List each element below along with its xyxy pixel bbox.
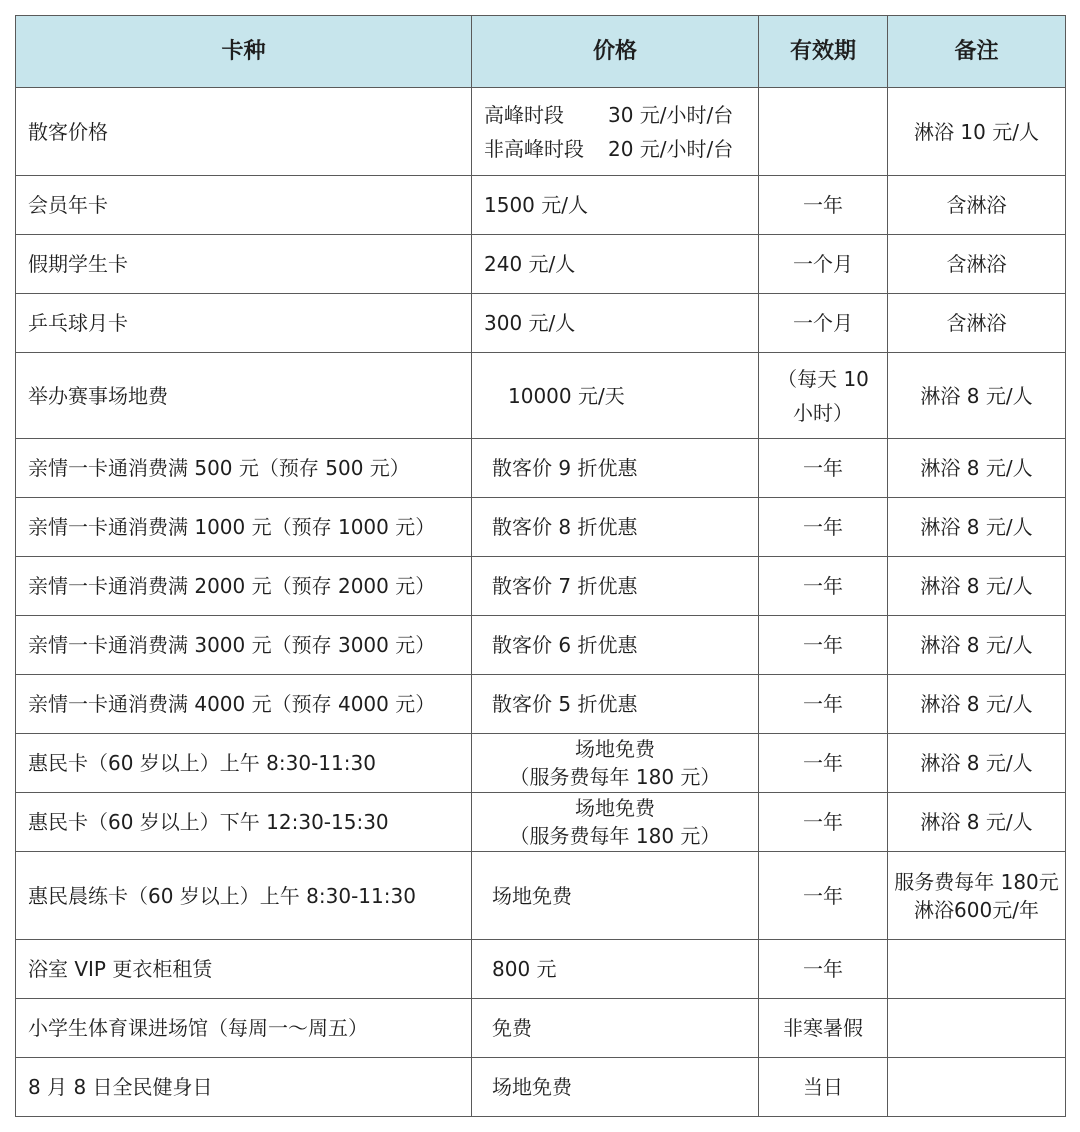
card-type-cell: 小学生体育课进场馆（每周一～周五） [16,999,472,1058]
remark-cell [888,940,1066,999]
header-remarks: 备注 [888,16,1066,88]
card-type-cell: 乒乓球月卡 [16,294,472,353]
card-type-cell: 浴室 VIP 更衣柜租赁 [16,940,472,999]
validity-cell: 当日 [759,1058,888,1117]
price-cell: 散客价 6 折优惠 [472,616,759,675]
remark-cell: 淋浴 8 元/人 [888,498,1066,557]
table-row [16,675,1066,734]
validity-cell: 一年 [759,176,888,235]
card-type-cell: 会员年卡 [16,176,472,235]
price-cell [472,734,759,793]
card-type-cell: 8 月 8 日全民健身日 [16,1058,472,1117]
header-price: 价格 [472,16,759,88]
card-type-cell: 举办赛事场地费 [16,353,472,439]
peak-price-line [484,98,758,132]
peak-label: 高峰时段 [484,102,564,127]
card-type-cell: 亲情一卡通消费满 1000 元（预存 1000 元） [16,498,472,557]
validity-cell [759,353,888,439]
price-cell: 散客价 5 折优惠 [472,675,759,734]
remark-cell: 淋浴 10 元/人 [888,88,1066,176]
table-row [16,88,1066,176]
validity-cell: 一年 [759,498,888,557]
offpeak-price-line [484,132,758,166]
card-type-cell: 亲情一卡通消费满 500 元（预存 500 元） [16,439,472,498]
price-cell [472,793,759,852]
offpeak-label: 非高峰时段 [484,136,584,161]
validity-cell [759,88,888,176]
remark-cell: 淋浴 8 元/人 [888,616,1066,675]
validity-cell: 一个月 [759,294,888,353]
card-type-cell: 亲情一卡通消费满 4000 元（预存 4000 元） [16,675,472,734]
card-type-cell: 散客价格 [16,88,472,176]
table-row [16,940,1066,999]
remark-cell: 淋浴 8 元/人 [888,557,1066,616]
price-cell: 免费 [472,999,759,1058]
remark-cell: 淋浴 8 元/人 [888,793,1066,852]
table-row [16,557,1066,616]
validity-cell: 一年 [759,557,888,616]
remark-line-2: 淋浴600元/年 [914,897,1039,922]
remark-line-1: 服务费每年 180元 [894,869,1059,894]
price-cell: 800 元 [472,940,759,999]
card-type-cell: 亲情一卡通消费满 2000 元（预存 2000 元） [16,557,472,616]
price-line-2: （服务费每年 180 元） [509,765,721,789]
table-row [16,353,1066,439]
validity-cell: 非寒暑假 [759,999,888,1058]
price-cell: 1500 元/人 [472,176,759,235]
validity-cell: 一年 [759,439,888,498]
price-line-1: 场地免费 [575,737,655,761]
header-validity: 有效期 [759,16,888,88]
validity-cell: 一年 [759,852,888,940]
pricing-table [15,15,1066,1117]
remark-cell [888,852,1066,940]
validity-cell: 一个月 [759,235,888,294]
price-cell: 场地免费 [472,1058,759,1117]
offpeak-value: 20 元/小时/台 [608,136,734,161]
price-cell: 240 元/人 [472,235,759,294]
price-cell: 散客价 8 折优惠 [472,498,759,557]
table-row [16,999,1066,1058]
header-card-type: 卡种 [16,16,472,88]
price-cell: 散客价 7 折优惠 [472,557,759,616]
validity-cell: 一年 [759,616,888,675]
table-row [16,439,1066,498]
card-type-cell: 亲情一卡通消费满 3000 元（预存 3000 元） [16,616,472,675]
table-row [16,1058,1066,1117]
remark-cell: 淋浴 8 元/人 [888,734,1066,793]
price-cell: 场地免费 [472,852,759,940]
table-row [16,793,1066,852]
price-cell [472,88,759,176]
validity-cell: 一年 [759,675,888,734]
card-type-cell: 假期学生卡 [16,235,472,294]
price-line-1: 场地免费 [575,796,655,820]
price-line-2: （服务费每年 180 元） [509,824,721,848]
validity-line-1: （每天 10 [777,366,869,391]
card-type-cell: 惠民晨练卡（60 岁以上）上午 8:30-11:30 [16,852,472,940]
validity-cell: 一年 [759,793,888,852]
remark-cell [888,999,1066,1058]
validity-cell: 一年 [759,940,888,999]
header-row [16,16,1066,88]
remark-cell: 淋浴 8 元/人 [888,439,1066,498]
table-row [16,235,1066,294]
remark-cell: 淋浴 8 元/人 [888,675,1066,734]
peak-value: 30 元/小时/台 [608,102,734,127]
card-type-cell: 惠民卡（60 岁以上）下午 12:30-15:30 [16,793,472,852]
remark-cell: 含淋浴 [888,176,1066,235]
validity-line-2: 小时） [793,400,853,425]
price-cell: 300 元/人 [472,294,759,353]
table-row [16,176,1066,235]
price-cell: 10000 元/天 [472,353,759,439]
table-row [16,498,1066,557]
remark-cell: 含淋浴 [888,235,1066,294]
table-row [16,852,1066,940]
table-row [16,734,1066,793]
table-row [16,294,1066,353]
remark-cell: 含淋浴 [888,294,1066,353]
validity-cell: 一年 [759,734,888,793]
remark-cell: 淋浴 8 元/人 [888,353,1066,439]
price-cell: 散客价 9 折优惠 [472,439,759,498]
table-row [16,616,1066,675]
card-type-cell: 惠民卡（60 岁以上）上午 8:30-11:30 [16,734,472,793]
remark-cell [888,1058,1066,1117]
